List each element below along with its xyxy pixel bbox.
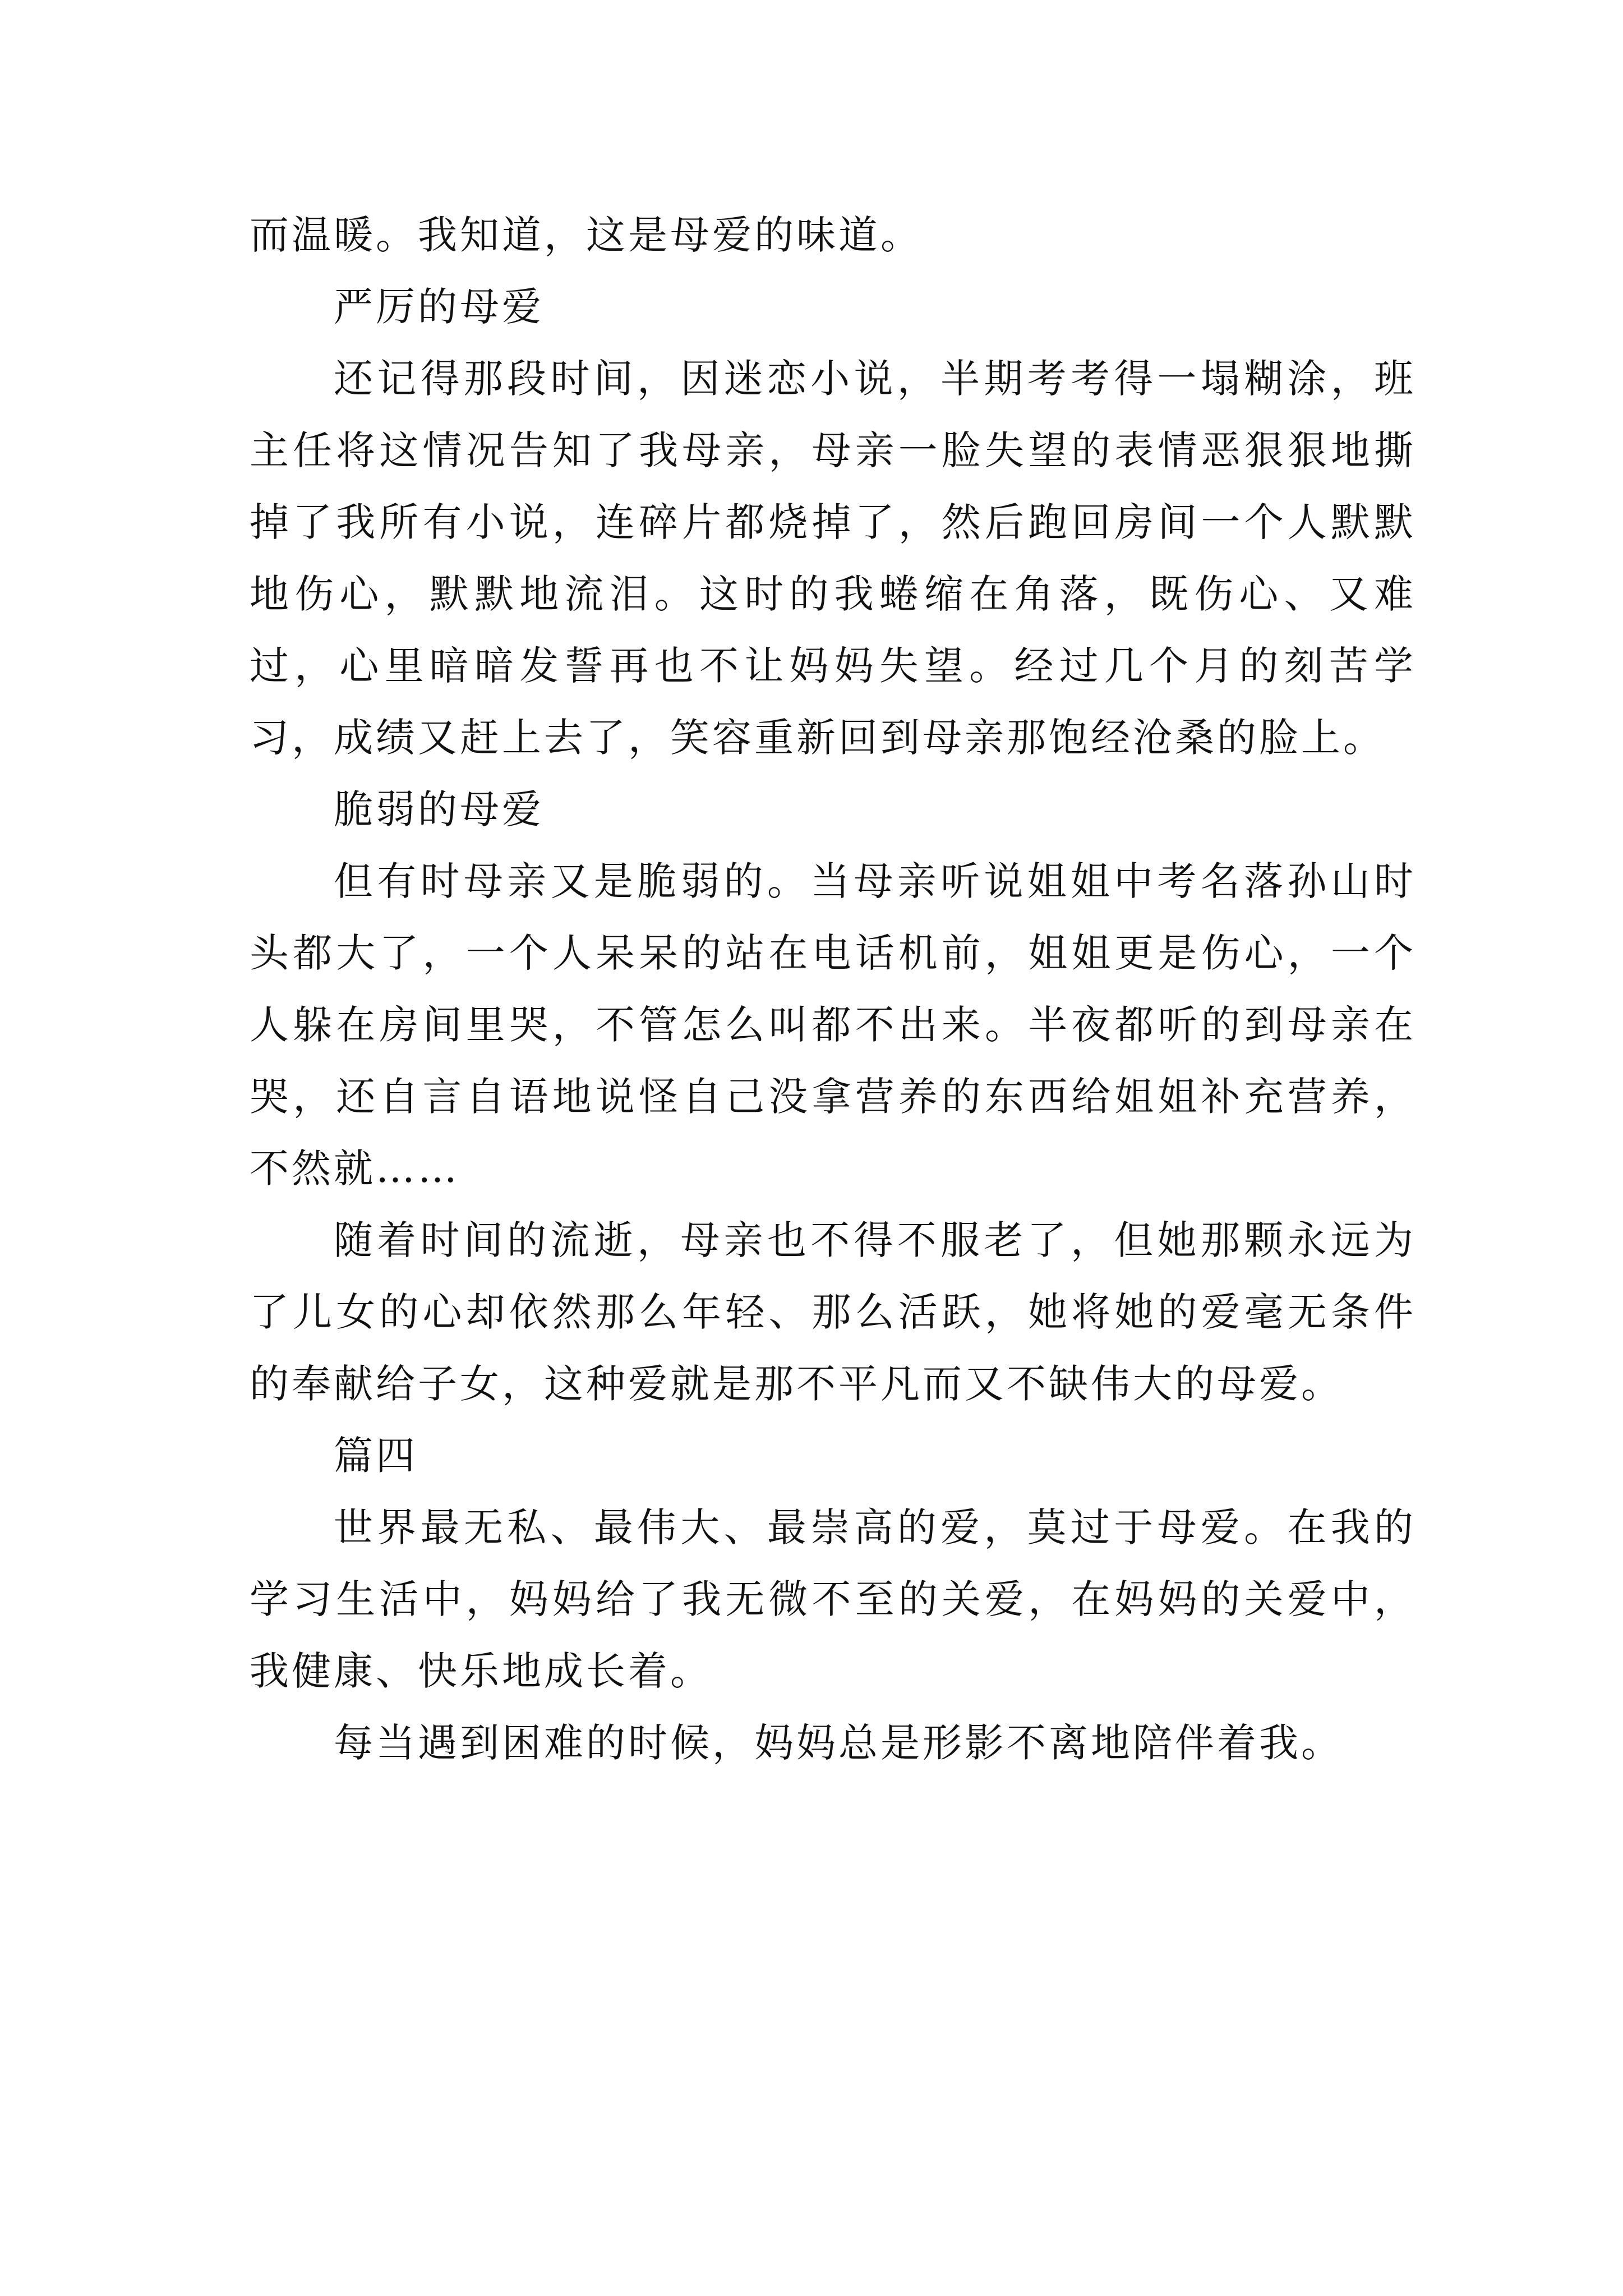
section-heading-fragile-love: 脆弱的母爱	[334, 786, 544, 832]
paragraph-selfless-love: 世界最无私、最伟大、最崇高的爱，莫过于母爱。在我的学习生活中，妈妈给了我无微不至的关爱，在妈妈的关爱中，我健康、快乐地成长着。	[250, 1504, 1416, 1694]
section-heading-strict-love: 严厉的母爱	[334, 284, 544, 330]
section-heading-part-four: 篇四	[334, 1433, 418, 1479]
paragraph-time-passing: 随着时间的流逝，母亲也不得不服老了，但她那颗永远为了儿女的心却依然那么年轻、那么活跃，她将她的爱毫无条件的奉献给子女，这种爱就是那不平凡而又不缺伟大的母爱。	[250, 1217, 1416, 1407]
paragraph-fragile-love: 但有时母亲又是脆弱的。当母亲听说姐姐中考名落孙山时头都大了，一个人呆呆的站在电话机前，姐姐更是伤心，一个人躲在房间里哭，不管怎么叫都不出来。半夜都听的到母亲在哭，还自言自语地说怪自己没拿营养的东西给姐姐补充营养，不然就……	[250, 858, 1416, 1191]
document-body	[250, 199, 1416, 1779]
paragraph-continuation: 而温暖。我知道，这是母爱的味道。	[250, 212, 923, 258]
paragraph-strict-love: 还记得那段时间，因迷恋小说，半期考考得一塌糊涂，班主任将这情况告知了我母亲，母亲一脸失望的表情恶狠狠地撕掉了我所有小说，连碎片都烧掉了，然后跑回房间一个人默默地伤心，默默地流泪。这时的我蜷缩在角落，既伤心、又难过，心里暗暗发誓再也不让妈妈失望。经过几个月的刻苦学习，成绩又赶上去了，笑容重新回到母亲那饱经沧桑的脸上。	[250, 356, 1416, 761]
paragraph-difficulties: 每当遇到困难的时候，妈妈总是形影不离地陪伴着我。	[334, 1720, 1343, 1766]
